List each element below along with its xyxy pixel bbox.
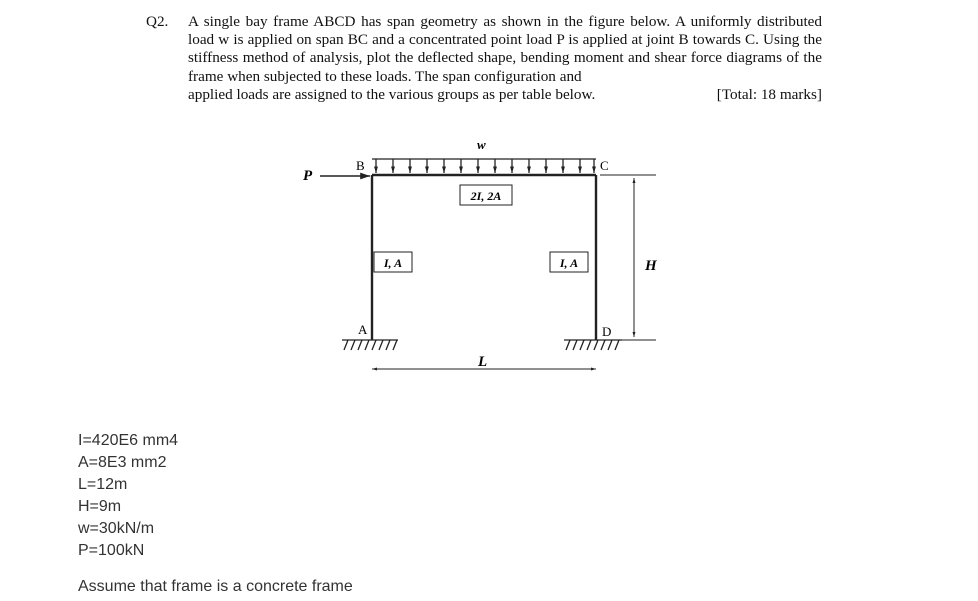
- udl-arrows: [376, 159, 594, 173]
- question-text: [188, 13, 822, 86]
- question-line: A single bay frame ABCD has span geometry as shown in the figure below. A uniformly: [188, 13, 752, 30]
- height-label: H: [645, 258, 657, 274]
- question-line: distributed load w is applied on span BC and a concentrated point load P is applied at joint B: [188, 13, 822, 49]
- given-span: L=12m: [78, 476, 128, 493]
- assumption-note: Assume that frame is a concrete frame: [78, 578, 353, 595]
- fixed-support-d: [564, 340, 622, 350]
- fixed-support-a: [342, 340, 398, 350]
- right-col-props-label: I, A: [559, 256, 579, 270]
- load-p-label: P: [303, 168, 313, 184]
- left-col-props-label: I, A: [383, 256, 403, 270]
- node-b-label: B: [356, 158, 365, 173]
- given-udl: w=30kN/m: [78, 520, 155, 537]
- question-line: towards C. Using the stiffness method of analysis, plot the deflected shape, bending moment and: [188, 31, 823, 67]
- beam-props-label: 2I, 2A: [470, 189, 502, 203]
- given-inertia: I=420E6 mm4: [78, 432, 179, 449]
- node-a-label: A: [358, 322, 368, 337]
- given-point-load: P=100kN: [78, 542, 145, 559]
- question-number: Q2.: [146, 13, 169, 30]
- question-line: applied loads are assigned to the various groups as per table below.: [188, 85, 596, 103]
- span-label: L: [478, 354, 488, 370]
- frame-diagram: [296, 132, 666, 382]
- question-line: shear force diagrams of the frame when subjected to these loads. The span configuration and: [188, 49, 822, 85]
- node-c-label: C: [600, 158, 609, 173]
- load-w-label: w: [477, 137, 486, 152]
- total-marks: [Total: 18 marks]: [716, 85, 822, 103]
- question-block: [146, 13, 822, 104]
- given-area: A=8E3 mm2: [78, 454, 167, 471]
- node-d-label: D: [602, 324, 612, 339]
- given-values: [78, 430, 178, 562]
- given-height: H=9m: [78, 498, 122, 515]
- question-last-line: [188, 86, 822, 104]
